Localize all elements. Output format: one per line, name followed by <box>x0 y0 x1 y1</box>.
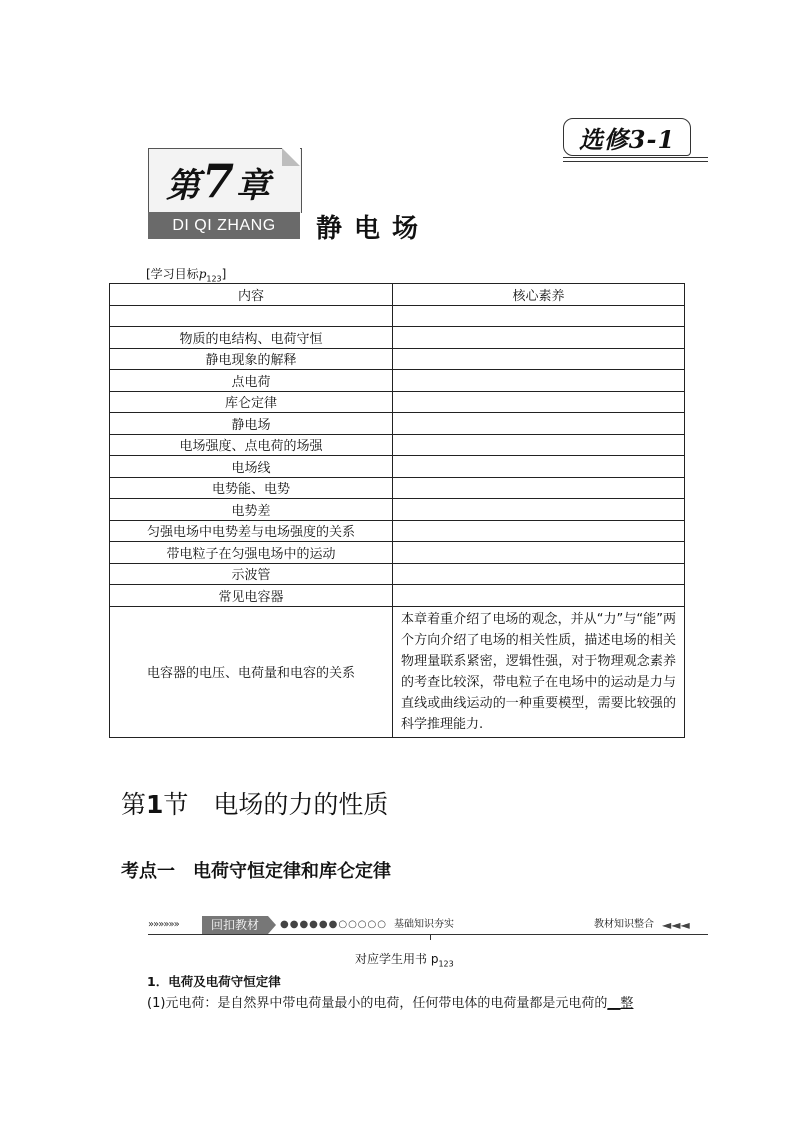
objectives-table <box>109 283 685 738</box>
table-row <box>110 348 685 370</box>
keypoint-title: 考点一 电荷守恒定律和库仑定律 <box>121 861 391 882</box>
table-cell: 点电荷 <box>110 370 393 392</box>
table-cell-empty <box>393 456 685 478</box>
arrows-icon: »»»»»» <box>148 919 179 930</box>
table-cell: 电势能、电势 <box>110 477 393 499</box>
table-row <box>110 585 685 607</box>
objectives-label <box>146 265 226 283</box>
section-suffix: 节 电场的力的性质 <box>163 790 389 819</box>
table-cell-empty <box>393 413 685 435</box>
table-header-row <box>110 284 685 306</box>
table-cell <box>110 305 393 327</box>
chapter-name: 静电场 <box>316 214 431 244</box>
paragraph <box>147 992 633 1011</box>
table-row <box>110 370 685 392</box>
table-row <box>110 542 685 564</box>
table-cell: 常见电容器 <box>110 585 393 607</box>
tag-arrow-icon <box>268 916 276 934</box>
review-bar-tick <box>430 934 431 940</box>
table-row <box>110 563 685 585</box>
table-row <box>110 305 685 327</box>
review-bar <box>148 916 708 934</box>
chapter-number: 7 <box>202 154 237 208</box>
chapter-title <box>166 154 272 208</box>
table-row <box>110 456 685 478</box>
table-cell: 电势差 <box>110 499 393 521</box>
objectives-label-text: [学习目标 <box>146 267 199 281</box>
chapter-title-suffix: 章 <box>236 166 273 206</box>
objectives-label-end: ] <box>221 267 227 281</box>
back-arrows-icon: ◄◄◄ <box>662 918 690 932</box>
dots-decoration: ●●●●●●○○○○○ <box>280 919 387 930</box>
table-row <box>110 391 685 413</box>
table-cell-empty <box>393 542 685 564</box>
section-title <box>121 785 388 821</box>
table-row <box>110 434 685 456</box>
course-badge: 选修3-1 <box>563 118 691 156</box>
subheading: 1．电荷及电荷守恒定律 <box>147 974 281 989</box>
header-content: 内容 <box>110 284 393 306</box>
header-core: 核心素养 <box>393 284 685 306</box>
table-cell: 电容器的电压、电荷量和电容的关系 <box>110 606 393 737</box>
reference-page: 123 <box>438 959 454 969</box>
section-number: 1 <box>146 790 164 819</box>
table-cell-empty <box>393 563 685 585</box>
table-cell-empty <box>393 327 685 349</box>
table-row <box>110 413 685 435</box>
table-cell-empty <box>393 585 685 607</box>
table-cell-empty <box>393 499 685 521</box>
table-cell-empty <box>393 520 685 542</box>
fill-blank: __整 <box>607 996 634 1011</box>
table-cell: 示波管 <box>110 563 393 585</box>
badge-underline <box>563 157 708 158</box>
chapter-corner-fold <box>282 148 300 166</box>
table-cell: 库仑定律 <box>110 391 393 413</box>
review-mid-label: 基础知识夯实 <box>394 919 454 930</box>
table-cell-empty <box>393 370 685 392</box>
table-cell: 物质的电结构、电荷守恒 <box>110 327 393 349</box>
reference-text: 对应学生用书 p <box>355 952 439 966</box>
table-cell-empty <box>393 348 685 370</box>
table-cell-empty <box>393 391 685 413</box>
chapter-pinyin: DI QI ZHANG <box>148 212 300 239</box>
table-cell: 电场线 <box>110 456 393 478</box>
review-right-label: 教材知识整合 <box>594 919 654 930</box>
section-prefix: 第 <box>121 790 147 819</box>
table-cell-empty <box>393 305 685 327</box>
core-literacy-text: 本章着重介绍了电场的观念，并从“力”与“能”两个方向介绍了电场的相关性质，描述电场的相关物理量联系紧密，逻辑性强，对于物理观念素养的考查比较深，带电粒子在电场中的运动是力与直线或曲线运动的一种重要模型，需要比较强的科学推理能力. <box>393 606 685 737</box>
objectives-page-p: p <box>198 267 207 281</box>
paragraph-text: (1)元电荷：是自然界中带电荷量最小的电荷，任何带电体的电荷量都是元电荷的 <box>147 996 608 1011</box>
table-row <box>110 499 685 521</box>
table-row <box>110 520 685 542</box>
table-cell: 带电粒子在匀强电场中的运动 <box>110 542 393 564</box>
table-cell-empty <box>393 477 685 499</box>
chapter-title-prefix: 第 <box>166 166 202 206</box>
table-cell: 匀强电场中电势差与电场强度的关系 <box>110 520 393 542</box>
badge-underline-2 <box>563 161 708 162</box>
table-row <box>110 606 685 737</box>
table-row <box>110 477 685 499</box>
table-cell-empty <box>393 434 685 456</box>
table-cell: 静电现象的解释 <box>110 348 393 370</box>
objectives-page-num: 123 <box>206 274 222 284</box>
student-book-reference <box>355 950 454 968</box>
review-tag: 回扣教材 <box>202 916 268 934</box>
review-bar-line <box>148 934 708 935</box>
table-row <box>110 327 685 349</box>
table-cell: 电场强度、点电荷的场强 <box>110 434 393 456</box>
table-cell: 静电场 <box>110 413 393 435</box>
